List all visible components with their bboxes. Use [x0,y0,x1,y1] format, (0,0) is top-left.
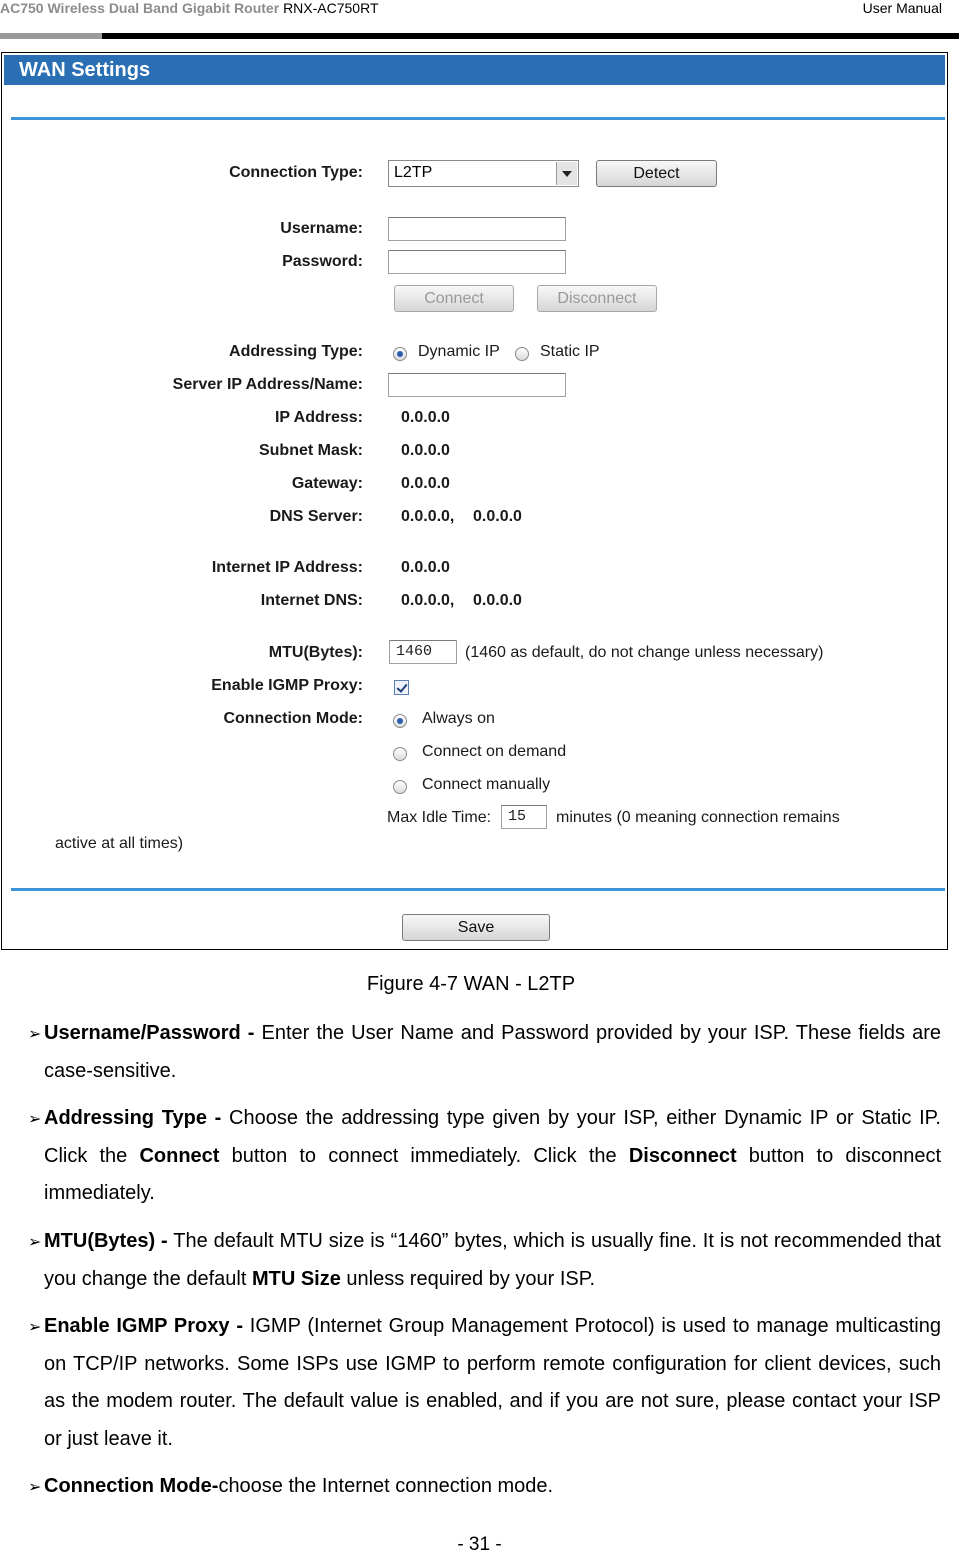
page-number: - 31 - [457,1534,502,1555]
divider-bottom [11,888,945,891]
bullet-arrow-icon: ➢ [28,1234,42,1251]
ip-address-label: IP Address: [274,409,363,426]
header-model: RNX-AC750RT [283,0,379,16]
item-term: MTU(Bytes) - [44,1230,168,1252]
always-on-radio[interactable] [393,714,407,728]
item-username-password [44,1015,941,1090]
mtu-label: MTU(Bytes): [268,644,363,661]
bullet-arrow-icon: ➢ [28,1111,42,1128]
item-text: choose the Internet connection mode. [218,1475,554,1497]
internet-ip-label: Internet IP Address: [211,559,363,576]
wan-settings-panel [1,52,948,950]
panel-title: WAN Settings [19,59,151,81]
gateway-value: 0.0.0.0 [401,475,450,492]
dynamic-ip-radio[interactable] [393,347,407,361]
item-text: button to disconnect immediately. [44,1144,941,1204]
item-text: IGMP (Internet Group Management Protocol) is used to manage multicasting on TCP/IP networks. Some ISPs use IGMP to perform remote configuration for client devices, such as the modem router. The default value is enabled, and if you are not sure, please contact your ISP or just leave it. [44,1315,941,1450]
bullet-arrow-icon: ➢ [28,1479,42,1496]
item-text: unless required by your ISP. [340,1267,596,1290]
dns-server-secondary: 0.0.0.0 [473,508,522,525]
ip-address-value: 0.0.0.0 [401,409,450,426]
mtu-input[interactable]: 1460 [389,640,457,664]
bullet-arrow-icon: ➢ [28,1026,42,1043]
max-idle-hint: minutes (0 meaning connection remains [556,809,840,826]
item-text: Choose the addressing type given by your ISP, either Dynamic IP or Static IP. Click the [44,1107,941,1167]
item-bold: Connect [139,1144,220,1167]
item-term: Addressing Type - [44,1107,222,1129]
internet-ip-value: 0.0.0.0 [401,559,450,576]
item-mtu [44,1223,941,1298]
item-term: Connection Mode- [44,1475,219,1497]
save-button[interactable]: Save [402,914,550,941]
server-ip-label: Server IP Address/Name: [172,376,363,393]
max-idle-hint-continued: active at all times) [55,835,184,852]
dns-server-label: DNS Server: [269,508,363,525]
header-title [0,0,379,16]
header-series: AC750 Wireless Dual Band Gigabit Router [0,0,280,16]
connection-type-select[interactable] [388,160,579,187]
static-ip-label: Static IP [540,343,600,360]
item-text: The default MTU size is “1460” bytes, which is usually fine. It is not recommended that you change the default [44,1230,941,1290]
detect-button[interactable]: Detect [596,160,717,187]
connection-type-label: Connection Type: [229,164,363,181]
item-term: Enable IGMP Proxy - [44,1315,243,1337]
connection-type-value: L2TP [394,164,433,181]
max-idle-input[interactable]: 15 [501,805,547,829]
username-label: Username: [280,220,363,237]
internet-dns-label: Internet DNS: [260,592,363,609]
always-on-label: Always on [422,710,495,727]
connect-on-demand-radio[interactable] [393,747,407,761]
server-ip-input[interactable] [388,373,566,397]
figure-caption: Figure 4-7 WAN - L2TP [366,973,576,995]
addressing-type-label: Addressing Type: [229,343,363,360]
max-idle-label: Max Idle Time: [387,809,492,826]
password-label: Password: [282,253,363,270]
mtu-hint: (1460 as default, do not change unless necessary) [465,644,824,661]
password-input[interactable] [388,250,566,274]
item-connection-mode [44,1468,941,1506]
header-rule-black [102,33,959,39]
subnet-mask-label: Subnet Mask: [258,442,363,459]
header-manual: User Manual [862,0,942,16]
igmp-label: Enable IGMP Proxy: [211,677,363,694]
connect-manually-radio[interactable] [393,780,407,794]
item-bold: Disconnect [628,1144,737,1167]
connect-on-demand-label: Connect on demand [422,743,567,760]
item-text: button to connect immediately. Click the [219,1144,629,1167]
chevron-down-icon[interactable] [556,162,577,185]
item-bold: MTU Size [251,1267,341,1290]
item-igmp-proxy [44,1308,941,1458]
disconnect-button[interactable]: Disconnect [537,285,657,312]
divider-top [11,117,945,120]
header-rule-grey [0,33,102,39]
connect-manually-label: Connect manually [422,776,551,793]
static-ip-radio[interactable] [515,347,529,361]
internet-dns-primary: 0.0.0.0, [401,592,455,609]
item-text: Enter the User Name and Password provided by your ISP. These fields are case-sensitive. [44,1022,941,1082]
internet-dns-secondary: 0.0.0.0 [473,592,522,609]
subnet-mask-value: 0.0.0.0 [401,442,450,459]
igmp-checkbox[interactable] [394,680,409,695]
bullet-arrow-icon: ➢ [28,1319,42,1336]
connection-mode-label: Connection Mode: [223,710,363,727]
dns-server-primary: 0.0.0.0, [401,508,455,525]
panel-title-bar [4,55,945,85]
connect-button[interactable]: Connect [394,285,514,312]
gateway-label: Gateway: [291,475,363,492]
item-term: Username/Password - [44,1022,255,1044]
dynamic-ip-label: Dynamic IP [418,343,500,360]
username-input[interactable] [388,217,566,241]
item-addressing-type [44,1100,941,1213]
